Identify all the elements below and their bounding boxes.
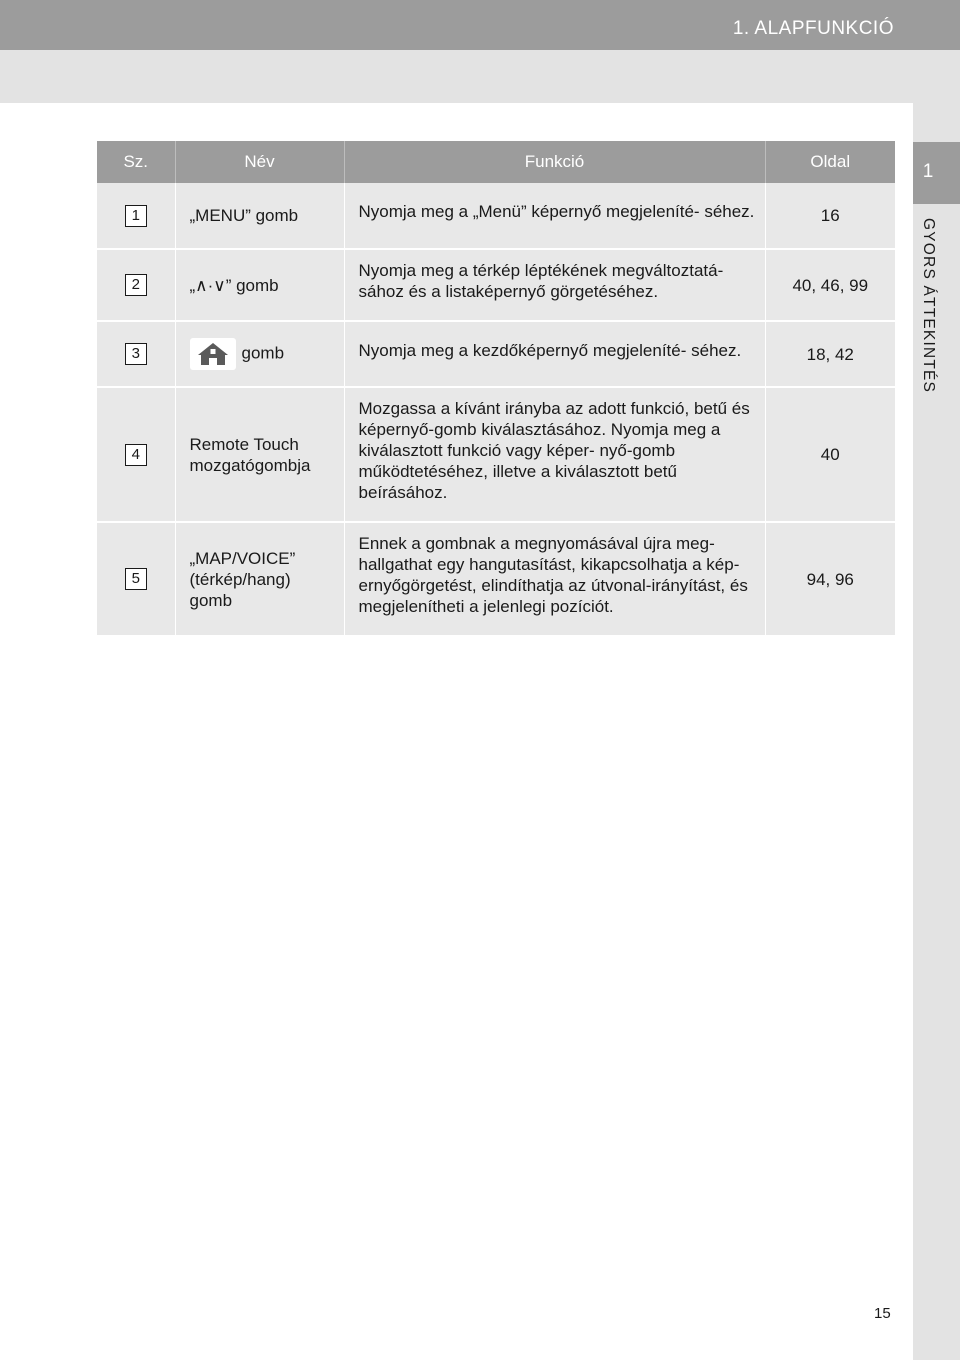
function-table: [97, 141, 895, 637]
row-name: mozgatógombja: [189, 455, 311, 475]
table-header-row: [97, 141, 895, 183]
side-tab-number: 1: [922, 161, 934, 182]
row-name: (térkép/hang): [189, 569, 291, 589]
row-name: „MENU” gomb: [189, 206, 299, 225]
row-number-box: 4: [125, 444, 147, 466]
row-number-box: 3: [125, 343, 147, 365]
row-page: 94, 96: [765, 522, 895, 636]
row-function: Nyomja meg a „Menü” képernyő megjeleníté- séhez.: [344, 183, 765, 249]
row-page: 40, 46, 99: [765, 249, 895, 321]
row-page: 18, 42: [765, 321, 895, 387]
row-function: Nyomja meg a kezdőképernyő megjeleníté- séhez.: [344, 321, 765, 387]
side-tab: [913, 142, 960, 204]
table-row: [97, 522, 895, 636]
side-section-label: GYORS ÁTTEKINTÉS: [920, 218, 937, 394]
row-number-box: 5: [125, 568, 147, 590]
chapter-title: 1. ALAPFUNKCIÓ: [732, 18, 894, 39]
column-header-no: Sz.: [97, 141, 175, 183]
row-name: „MAP/VOICE”: [189, 548, 296, 568]
row-function: Nyomja meg a térkép léptékének megváltoztatá- sához és a listaképernyő görgetéséhez.: [344, 249, 765, 321]
page-number: 15: [874, 1305, 891, 1322]
row-number-box: 1: [125, 205, 147, 227]
home-icon: [190, 338, 236, 370]
header-bar: [0, 0, 960, 50]
row-page: 16: [765, 183, 895, 249]
row-name: Remote Touch: [189, 434, 299, 454]
table-row: [97, 321, 895, 387]
column-header-page: Oldal: [765, 141, 895, 183]
column-header-name: Név: [175, 141, 344, 183]
table-row: [97, 387, 895, 522]
row-name: gomb: [241, 343, 285, 363]
row-function: Ennek a gombnak a megnyomásával újra meg- hallgathat egy hangutasítást, kikapcsolhatja a kép- ernyőgörgetést, elindíthatja az útvonal-irányítást, és megjelenítheti a jelenlegi pozíciót.: [344, 522, 765, 636]
row-function: Mozgassa a kívánt irányba az adott funkció, betű és képernyő-gomb kiválasztásához. Nyomja meg a kiválasztott funkció vagy képer- nyő-gomb működtetéséhez, illetve a kiválasztott betű beírásához.: [344, 387, 765, 522]
row-page: 40: [765, 387, 895, 522]
column-header-function: Funkció: [344, 141, 765, 183]
subheader-band: [0, 50, 960, 103]
table-row: [97, 183, 895, 249]
row-number-box: 2: [125, 274, 147, 296]
row-name: gomb: [189, 590, 233, 610]
row-name: „∧·∨” gomb: [189, 275, 279, 295]
table-row: [97, 249, 895, 321]
